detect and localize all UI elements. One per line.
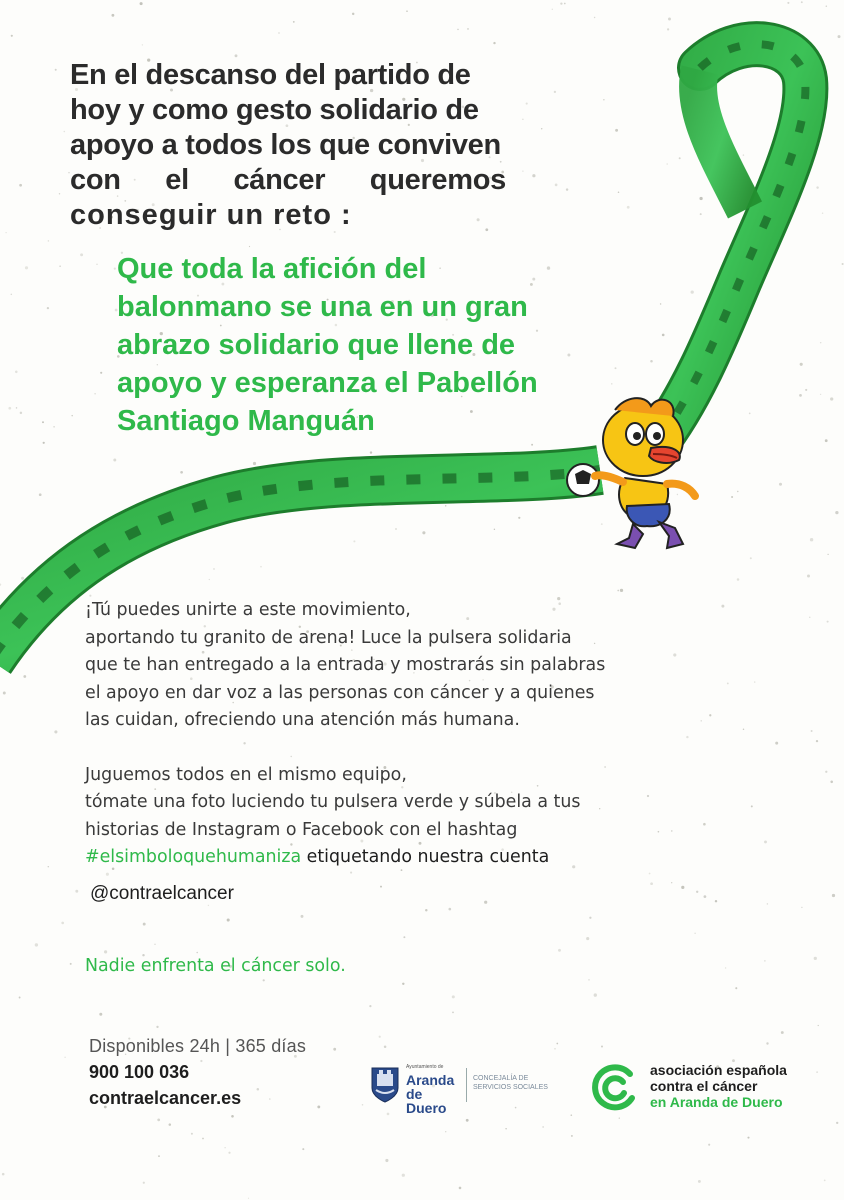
body-line: Juguemos todos en el mismo equipo, — [85, 764, 407, 785]
aecc-line-3: en Aranda de Duero — [650, 1094, 783, 1110]
hashtag-suffix: etiquetando nuestra cuenta — [301, 847, 550, 867]
phone-number[interactable]: 900 100 036 — [89, 1062, 190, 1082]
body-line: las cuidan, ofreciendo una atención más humana. — [85, 710, 520, 730]
mascot-illustration — [555, 388, 725, 553]
crest-icon — [370, 1064, 400, 1104]
website-link[interactable]: contraelcancer.es — [89, 1088, 242, 1108]
aecc-line-2: contra el cáncer — [650, 1078, 758, 1094]
aranda-department: CONCEJALÍA DE SERVICIOS SOCIALES — [473, 1075, 548, 1091]
intro-line: apoyo a todos los que conviven — [70, 129, 501, 161]
challenge-line: abrazo solidario que llene de — [117, 329, 516, 361]
aecc-mark-icon — [590, 1062, 640, 1112]
intro-line: En el descanso del partido de — [70, 59, 471, 91]
body-text — [85, 597, 765, 872]
challenge-line: apoyo y esperanza el Pabellón — [117, 367, 538, 399]
contact-block — [89, 1036, 306, 1109]
intro-line: conseguir un reto : — [70, 199, 352, 231]
hashtag-line — [85, 844, 765, 872]
body-line: que te han entregado a la entrada y mostrarás sin palabras — [85, 655, 606, 675]
aranda-logo — [370, 1064, 550, 1116]
body-line: ¡Tú puedes unirte a este movimiento, — [85, 600, 411, 620]
hashtag[interactable]: #elsimboloquehumaniza — [85, 847, 302, 867]
paragraph-2 — [85, 762, 765, 872]
intro-line: con el cáncer queremos — [70, 164, 506, 196]
body-line: tómate una foto luciendo tu pulsera verde y súbela a tus — [85, 792, 581, 812]
social-handle[interactable]: @contraelcancer — [90, 883, 234, 904]
availability-text: Disponibles 24h | 365 días — [89, 1036, 307, 1056]
body-line: historias de Instagram o Facebook con el hashtag — [85, 819, 518, 840]
challenge-line: Que toda la afición del — [117, 253, 427, 285]
challenge-line: Santiago Manguán — [117, 405, 375, 437]
challenge-text — [117, 250, 597, 440]
aecc-line-1: asociación española — [650, 1062, 787, 1078]
challenge-line: balonmano se una en un gran — [117, 291, 528, 323]
tagline: Nadie enfrenta el cáncer solo. — [85, 956, 346, 976]
paragraph-1 — [85, 597, 765, 735]
aranda-city: Aranda de Duero — [406, 1072, 455, 1116]
body-line: el apoyo en dar voz a las personas con cáncer y a quienes — [85, 682, 595, 703]
aranda-small-text: Ayuntamiento de — [406, 1064, 444, 1070]
body-line: aportando tu granito de arena! Luce la pulsera solidaria — [85, 627, 572, 648]
intro-line: hoy y como gesto solidario de — [70, 94, 479, 126]
intro-text — [70, 58, 506, 233]
logo-divider — [466, 1068, 467, 1102]
aecc-logo — [590, 1060, 830, 1114]
